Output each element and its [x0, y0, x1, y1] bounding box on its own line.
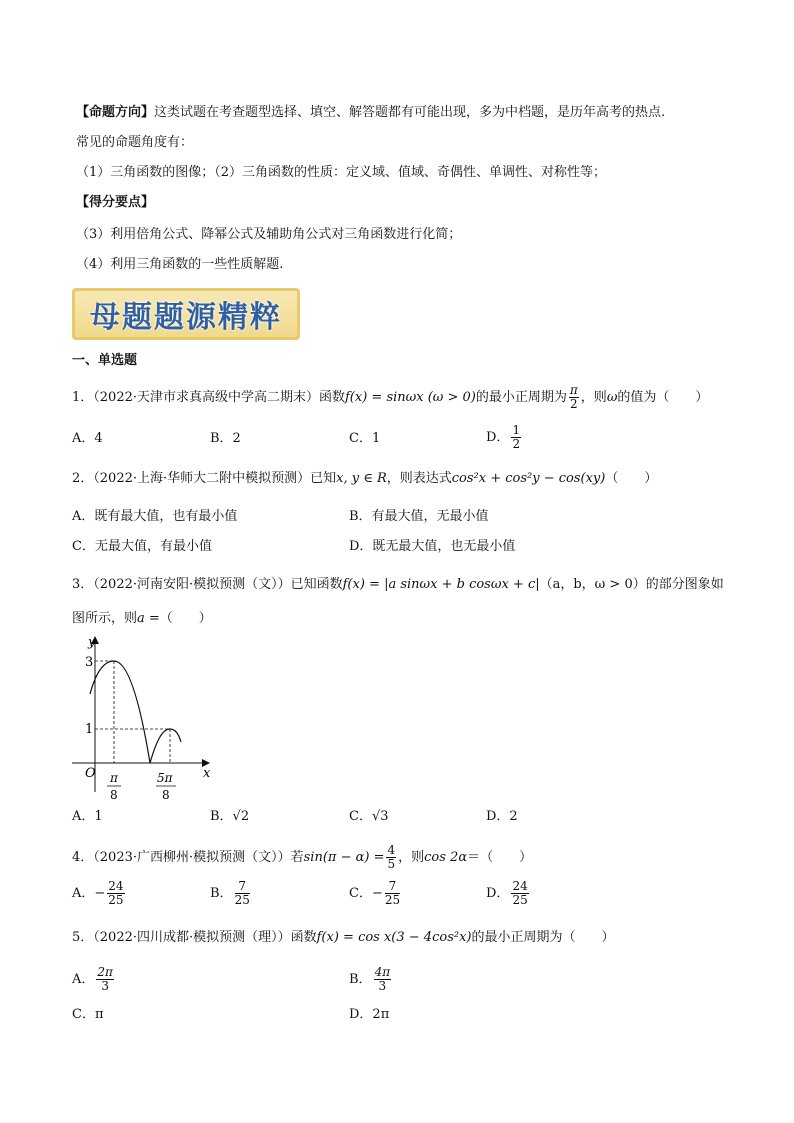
x-tick-2-den: 8 — [162, 788, 170, 802]
q4-a-num: 24 — [108, 879, 124, 893]
q2-end: （ ） — [605, 471, 658, 486]
x-tick-1-num: π — [110, 771, 118, 785]
q5-end: 的最小正周期为（ ） — [471, 930, 615, 945]
section-banner — [72, 288, 300, 340]
q4-prefix: 4．（2023·广西柳州·模拟预测（文））若 — [72, 850, 304, 865]
q4-frac-num: 4 — [387, 843, 396, 857]
q2-mid: ，则表达式 — [386, 471, 452, 486]
q2-prefix: 2．（2022·上海·华师大二附中模拟预测）已知 — [72, 471, 337, 486]
question-5 — [72, 929, 615, 947]
y-tick-3: 3 — [85, 655, 94, 670]
q3-prefix: 3．（2022·河南安阳·模拟预测（文））已知函数 — [72, 577, 343, 592]
q4-end: ＝（ ） — [467, 850, 533, 865]
q1-d-fraction — [511, 424, 521, 451]
q4-c-num: 7 — [385, 880, 400, 894]
q5-prefix: 5．（2022·四川成都·模拟预测（理））函数 — [72, 930, 317, 945]
section-title: 一、单选题 — [72, 353, 138, 368]
q3-cond: （a，b，ω > 0） — [539, 577, 646, 592]
q4-d-label: D． — [486, 886, 510, 901]
q1-option-b[interactable]: B．2 — [210, 431, 241, 446]
q3-a-var: a = — [137, 611, 160, 626]
q5-a-label: A． — [72, 972, 95, 987]
q4-d-den: 25 — [512, 893, 528, 907]
q4-b-den: 25 — [234, 893, 250, 907]
q5-b-label: B． — [349, 972, 372, 987]
q4-b-num: 7 — [235, 880, 250, 894]
q4-a-den: 25 — [108, 893, 124, 907]
q1-d-den: 2 — [512, 437, 521, 451]
question-1 — [72, 384, 708, 411]
q1-d-num: 1 — [512, 423, 521, 437]
question-2 — [72, 470, 657, 488]
q5-option-a[interactable] — [72, 966, 116, 993]
point-4: （4）利用三角函数的一些性质解题. — [76, 257, 284, 272]
q1-option-c[interactable]: C．1 — [349, 431, 381, 446]
q4-option-d[interactable] — [486, 880, 531, 907]
q4-option-b[interactable] — [210, 880, 252, 907]
q3-line2a: 图所示，则 — [72, 611, 138, 626]
x-tick-2-num: 5π — [157, 771, 173, 785]
q5-b-den: 3 — [378, 979, 387, 993]
q5-b-num: 4π — [374, 965, 391, 979]
q1-mid: 的最小正周期为 — [475, 390, 567, 405]
angles-line: （1）三角函数的图像；（2）三角函数的性质：定义域、值域、奇偶性、单调性、对称性等； — [76, 165, 607, 180]
q4-b-label: B． — [210, 886, 233, 901]
q3-option-a[interactable]: A．1 — [72, 809, 103, 824]
question-4 — [72, 844, 532, 871]
q1-frac-den: 2 — [570, 397, 578, 411]
q4-frac-den: 5 — [387, 857, 396, 871]
direction-line — [76, 104, 665, 122]
q5-option-c[interactable]: C．π — [72, 1007, 104, 1022]
q2-option-c[interactable]: C．无最大值，有最小值 — [72, 539, 212, 554]
q2-expr: cos²x + cos²y − cos(xy) — [451, 471, 606, 486]
q4-option-c[interactable] — [349, 880, 402, 907]
q4-d-fraction — [511, 880, 528, 907]
q4-option-a[interactable] — [72, 880, 127, 907]
direction-text: 这类试题在考查题型选择、填空、解答题都有可能出现，多为中档题，是历年高考的热点. — [154, 105, 666, 120]
q5-a-num: 2π — [97, 965, 113, 979]
x-tick-1-den: 8 — [110, 788, 118, 802]
q3-option-b[interactable]: B．√2 — [210, 809, 250, 824]
q5-option-d[interactable]: D．2π — [349, 1007, 390, 1022]
q5-a-den: 3 — [101, 979, 109, 993]
q4-a-fraction — [107, 880, 124, 907]
q4-expr: sin(π − α) = — [303, 850, 385, 865]
q1-prefix: 1．（2022·天津市求真高级中学高二期末）函数 — [72, 390, 345, 405]
point-3: （3）利用倍角公式、降幂公式及辅助角公式对三角函数进行化简； — [76, 227, 462, 242]
function-curve — [90, 661, 181, 763]
q2-option-a[interactable]: A．既有最大值，也有最小值 — [72, 509, 238, 524]
origin-label: O — [85, 766, 96, 781]
q5-a-fraction — [96, 966, 114, 993]
q3-option-d[interactable]: D．2 — [486, 809, 518, 824]
q2-option-b[interactable]: B．有最大值，无最小值 — [349, 509, 489, 524]
q1-expr: f(x) = sinωx (ω > 0) — [345, 390, 476, 405]
q3-graph — [70, 632, 220, 802]
q4-c-fraction — [385, 880, 400, 907]
q5-b-fraction — [374, 966, 392, 993]
direction-label: 【命题方向】 — [76, 105, 155, 120]
q2-option-d[interactable]: D．既无最大值，也无最小值 — [349, 539, 516, 554]
q4-mid: ，则 — [398, 850, 425, 865]
q1-fraction — [569, 384, 579, 411]
question-3-line-2 — [72, 610, 212, 628]
q3-option-c[interactable]: C．√3 — [349, 809, 389, 824]
q1-option-a[interactable]: A．4 — [72, 431, 103, 446]
q4-b-fraction — [235, 880, 250, 907]
q1-omega: ω — [606, 390, 618, 405]
q4-expr2: cos 2α — [424, 850, 468, 865]
y-tick-1: 1 — [85, 722, 94, 737]
q1-option-d[interactable] — [486, 424, 523, 451]
q2-cond: x, y ∈ R — [336, 471, 387, 486]
q4-fraction — [386, 844, 396, 871]
q3-end: 的部分图象如 — [645, 577, 724, 592]
q4-a-label: A．− — [72, 886, 106, 901]
q5-option-b[interactable] — [349, 966, 393, 993]
common-angles: 常见的命题角度有： — [76, 135, 194, 150]
q4-c-den: 25 — [384, 893, 401, 907]
q4-d-num: 24 — [512, 879, 528, 893]
q5-expr: f(x) = cos x(3 − 4cos²x) — [316, 930, 472, 945]
q3-expr: f(x) = |a sinωx + b cosωx + c| — [342, 577, 540, 592]
q3-line2b: （ ） — [159, 611, 212, 626]
q4-c-label: C．− — [349, 886, 383, 901]
x-axis-label: x — [203, 766, 211, 781]
banner-text: 母题题源精粹 — [90, 300, 282, 335]
q1-suffix: ，则 — [580, 390, 607, 405]
q1-d-label: D． — [486, 430, 510, 445]
question-3 — [72, 576, 724, 594]
y-axis-label: y — [88, 635, 96, 650]
score-label: 【得分要点】 — [76, 195, 155, 210]
q1-end: 的值为（ ） — [617, 390, 709, 405]
q1-frac-num: π — [569, 383, 578, 397]
